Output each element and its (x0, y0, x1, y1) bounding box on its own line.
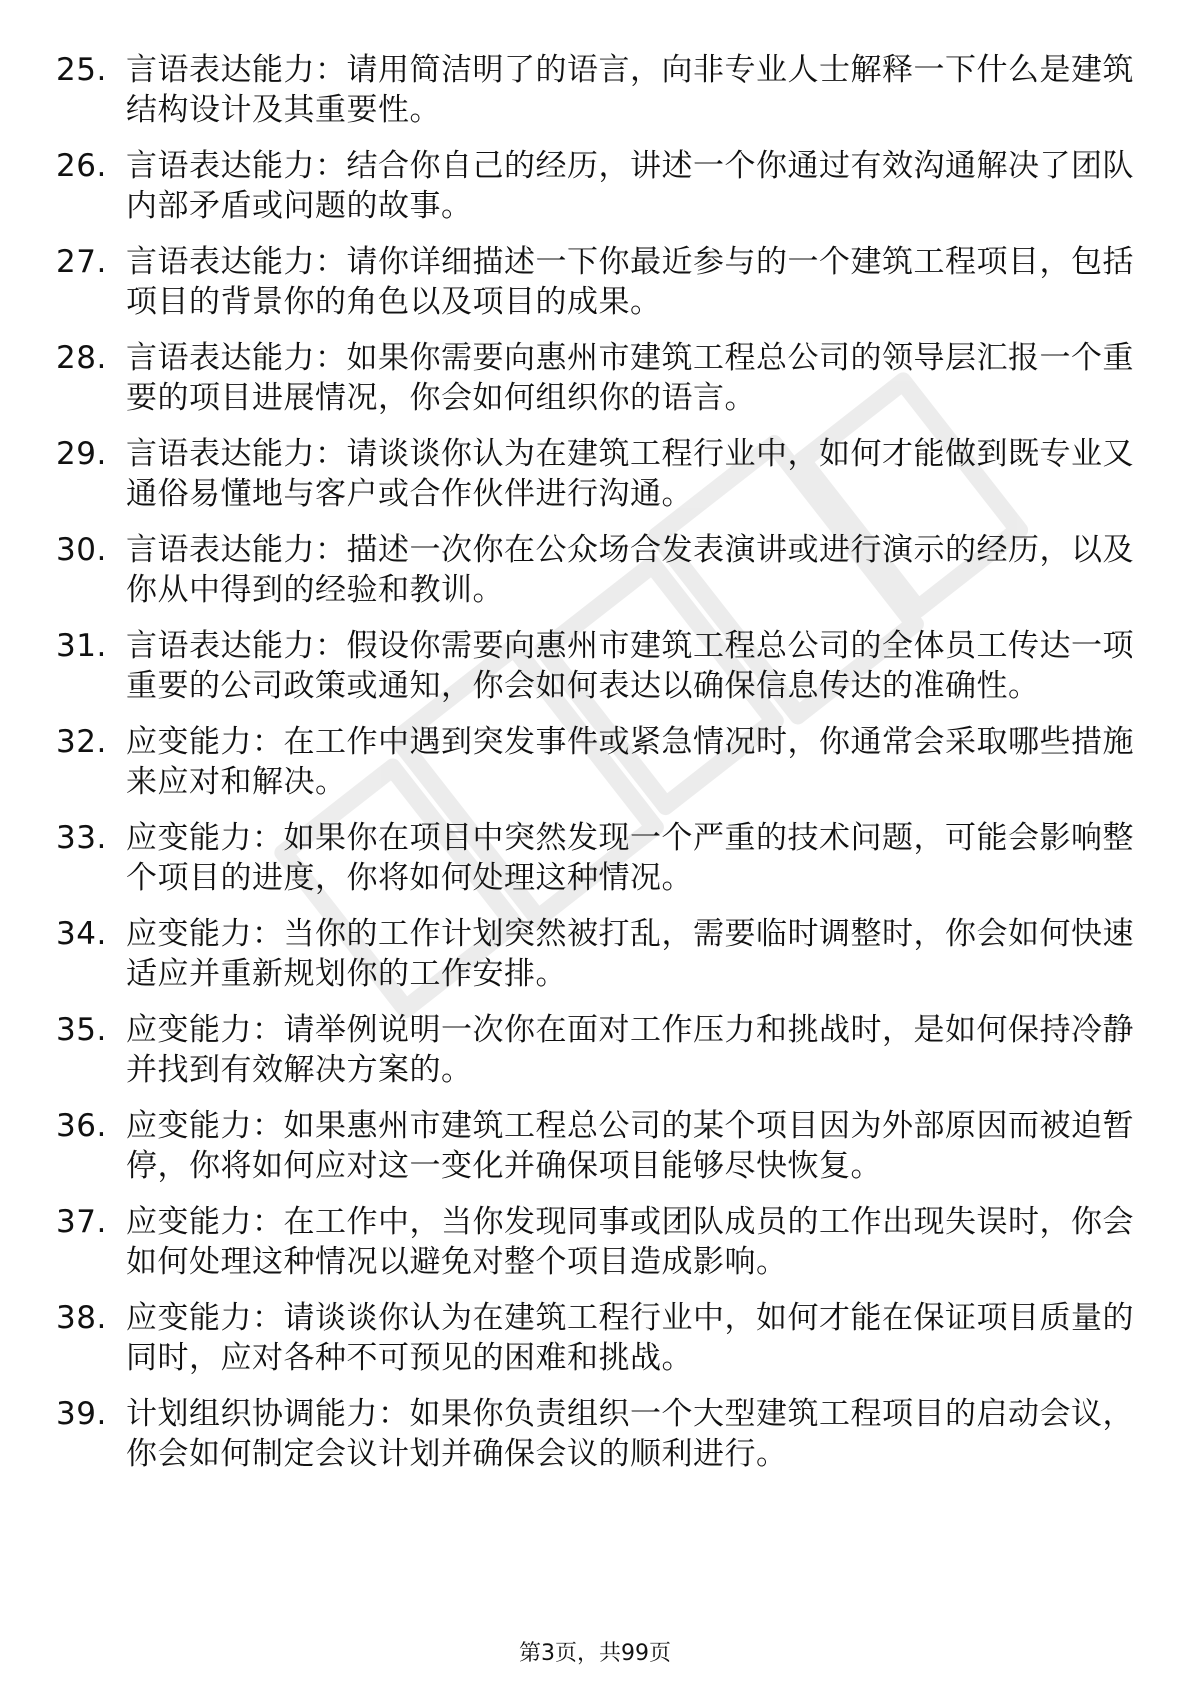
page-number-label: 第3页，共99页 (519, 1641, 671, 1666)
question-item (56, 338, 1136, 418)
question-number: 36. (56, 1108, 107, 1144)
question-number: 28. (56, 340, 107, 376)
question-text: 应变能力：在工作中遇到突发事件或紧急情况时，你通常会采取哪些措施来应对和解决。 (126, 724, 1134, 800)
question-number: 31. (56, 628, 107, 664)
question-text: 应变能力：如果惠州市建筑工程总公司的某个项目因为外部原因而被迫暂停，你将如何应对这一变化并确保项目能够尽快恢复。 (126, 1108, 1134, 1184)
question-text: 言语表达能力：如果你需要向惠州市建筑工程总公司的领导层汇报一个重要的项目进展情况，你会如何组织你的语言。 (126, 340, 1134, 416)
question-text: 应变能力：如果你在项目中突然发现一个严重的技术问题，可能会影响整个项目的进度，你将如何处理这种情况。 (126, 820, 1134, 896)
question-item (56, 1202, 1136, 1282)
question-text: 应变能力：当你的工作计划突然被打乱，需要临时调整时，你会如何快速适应并重新规划你的工作安排。 (126, 916, 1134, 992)
question-number: 32. (56, 724, 107, 760)
question-number: 34. (56, 916, 107, 952)
question-item (56, 1010, 1136, 1090)
question-item (56, 434, 1136, 514)
question-item (56, 242, 1136, 322)
question-text: 应变能力：请举例说明一次你在面对工作压力和挑战时，是如何保持冷静并找到有效解决方案的。 (126, 1012, 1134, 1088)
question-text: 言语表达能力：结合你自己的经历，讲述一个你通过有效沟通解决了团队内部矛盾或问题的故事。 (126, 148, 1134, 224)
question-item (56, 626, 1136, 706)
question-item (56, 914, 1136, 994)
question-number: 25. (56, 52, 107, 88)
question-number: 33. (56, 820, 107, 856)
question-number: 29. (56, 436, 107, 472)
question-item (56, 1394, 1136, 1474)
question-item (56, 818, 1136, 898)
question-text: 言语表达能力：描述一次你在公众场合发表演讲或进行演示的经历，以及你从中得到的经验和教训。 (126, 532, 1134, 608)
question-number: 39. (56, 1396, 107, 1432)
question-number: 30. (56, 532, 107, 568)
page-footer (0, 1640, 1190, 1668)
question-text: 言语表达能力：请谈谈你认为在建筑工程行业中，如何才能做到既专业又通俗易懂地与客户或合作伙伴进行沟通。 (126, 436, 1134, 512)
question-number: 27. (56, 244, 107, 280)
question-text: 计划组织协调能力：如果你负责组织一个大型建筑工程项目的启动会议，你会如何制定会议计划并确保会议的顺利进行。 (126, 1396, 1134, 1472)
question-number: 26. (56, 148, 107, 184)
question-number: 37. (56, 1204, 107, 1240)
question-item (56, 146, 1136, 226)
question-text: 应变能力：在工作中，当你发现同事或团队成员的工作出现失误时，你会如何处理这种情况以避免对整个项目造成影响。 (126, 1204, 1134, 1280)
question-item (56, 722, 1136, 802)
question-text: 应变能力：请谈谈你认为在建筑工程行业中，如何才能在保证项目质量的同时，应对各种不可预见的困难和挑战。 (126, 1300, 1134, 1376)
question-text: 言语表达能力：请你详细描述一下你最近参与的一个建筑工程项目，包括项目的背景你的角色以及项目的成果。 (126, 244, 1134, 320)
question-item (56, 1106, 1136, 1186)
question-item (56, 50, 1136, 130)
question-item (56, 530, 1136, 610)
question-number: 35. (56, 1012, 107, 1048)
question-text: 言语表达能力：假设你需要向惠州市建筑工程总公司的全体员工传达一项重要的公司政策或通知，你会如何表达以确保信息传达的准确性。 (126, 628, 1134, 704)
question-number: 38. (56, 1300, 107, 1336)
question-text: 言语表达能力：请用简洁明了的语言，向非专业人士解释一下什么是建筑结构设计及其重要性。 (126, 52, 1134, 128)
question-item (56, 1298, 1136, 1378)
question-list (56, 50, 1136, 1490)
